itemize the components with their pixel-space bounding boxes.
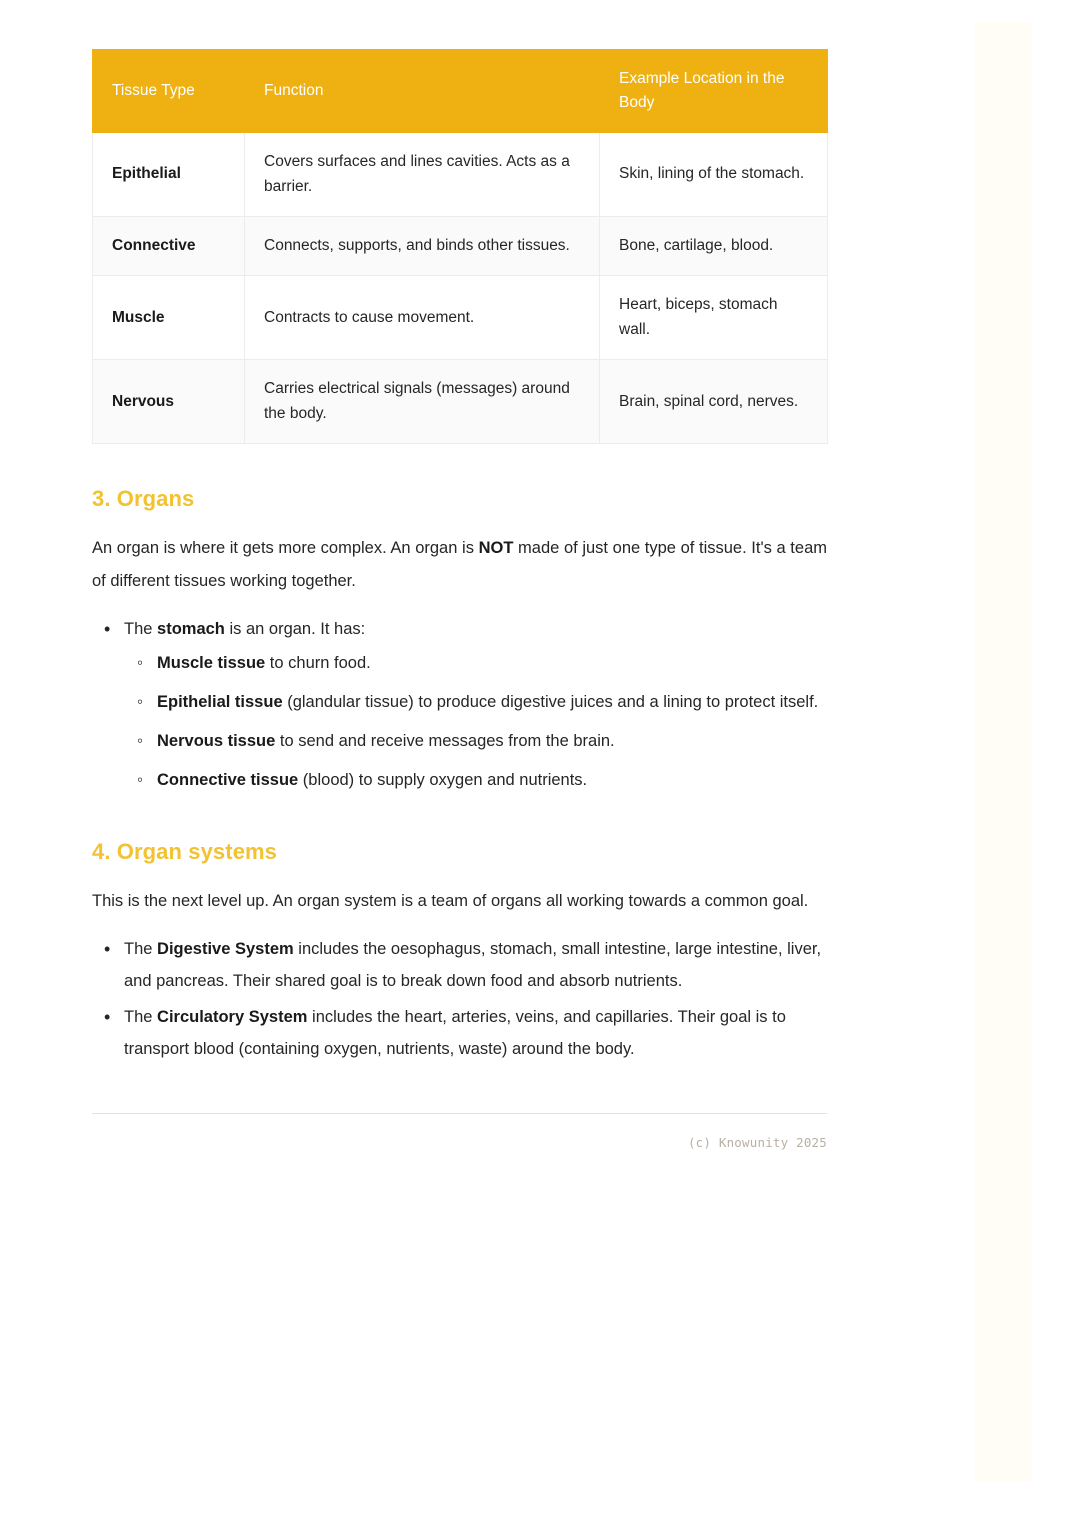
paragraph-organs-part2: made of just one type of tissue. It's a team of different tissues working together. <box>92 539 827 590</box>
stomach-label: stomach <box>157 619 225 638</box>
list-item <box>124 933 827 997</box>
tissue-name: Epithelial tissue <box>157 693 283 712</box>
cell-function: Connects, supports, and binds other tissues. <box>245 217 600 276</box>
cell-tissue-type: Connective <box>93 217 245 276</box>
list-item <box>157 686 827 718</box>
tissue-types-table <box>92 49 828 444</box>
footer-copyright: (c) Knowunity 2025 <box>687 1135 827 1151</box>
list-item <box>124 613 827 797</box>
organs-bullet-list <box>92 613 827 797</box>
organ-systems-list <box>92 933 827 1066</box>
list-item <box>157 725 827 757</box>
tissue-description: to churn food. <box>265 653 371 672</box>
table-row <box>93 133 828 217</box>
cell-location: Heart, biceps, stomach wall. <box>600 276 828 360</box>
system-name: Circulatory System <box>157 1008 308 1027</box>
table-row <box>93 360 828 444</box>
stomach-trail-text: is an organ. It has: <box>224 619 366 638</box>
paragraph-organs <box>92 532 827 596</box>
column-header-tissue-type: Tissue Type <box>93 50 245 133</box>
footer-divider <box>92 1113 827 1114</box>
heading-organ-systems: 4. Organ systems <box>92 838 278 864</box>
cell-tissue-type: Muscle <box>93 276 245 360</box>
column-header-function: Function <box>245 50 600 133</box>
column-header-location: Example Location in the Body <box>600 50 828 133</box>
cell-location: Bone, cartilage, blood. <box>600 217 828 276</box>
list-item <box>157 647 827 679</box>
cell-location: Skin, lining of the stomach. <box>600 133 828 217</box>
paragraph-organs-part1: An organ is where it gets more complex. An organ is <box>92 539 479 558</box>
tissue-description: to send and receive messages from the brain. <box>275 732 615 751</box>
table-row <box>93 217 828 276</box>
cell-function: Covers surfaces and lines cavities. Acts as a barrier. <box>245 133 600 217</box>
table-header-row <box>93 50 828 133</box>
tissue-description: (blood) to supply oxygen and nutrients. <box>298 771 588 790</box>
system-lead-text: The <box>124 939 158 958</box>
cell-location: Brain, spinal cord, nerves. <box>600 360 828 444</box>
cell-tissue-type: Nervous <box>93 360 245 444</box>
cell-tissue-type: Epithelial <box>93 133 245 217</box>
tissue-description: (glandular tissue) to produce digestive juices and a lining to protect itself. <box>282 693 819 712</box>
system-description: includes the heart, arteries, veins, and capillaries. Their goal is to transport blood (containing oxygen, nutrients, waste) around the body. <box>124 1008 786 1059</box>
document-content <box>92 49 827 1150</box>
page-sheet <box>57 22 975 1482</box>
cell-function: Carries electrical signals (messages) around the body. <box>245 360 600 444</box>
system-lead-text: The <box>124 1008 158 1027</box>
stomach-lead-text: The <box>124 619 158 638</box>
tissue-name: Muscle tissue <box>157 653 266 672</box>
list-item <box>124 1001 827 1065</box>
page-canvas <box>57 22 1032 1482</box>
tissue-name: Connective tissue <box>157 771 299 790</box>
paragraph-organs-emphasis: NOT <box>478 539 514 558</box>
stomach-tissue-list <box>124 647 827 797</box>
paragraph-organ-systems: This is the next level up. An organ system is a team of organs all working towards a common goal. <box>92 891 809 910</box>
system-name: Digestive System <box>157 939 294 958</box>
table-row <box>93 276 828 360</box>
heading-organs: 3. Organs <box>92 486 195 512</box>
system-description: includes the oesophagus, stomach, small intestine, large intestine, liver, and pancreas. Their shared goal is to break down food and absorb nutrients. <box>124 939 822 990</box>
list-item <box>157 764 827 796</box>
cell-function: Contracts to cause movement. <box>245 276 600 360</box>
tissue-name: Nervous tissue <box>157 732 276 751</box>
